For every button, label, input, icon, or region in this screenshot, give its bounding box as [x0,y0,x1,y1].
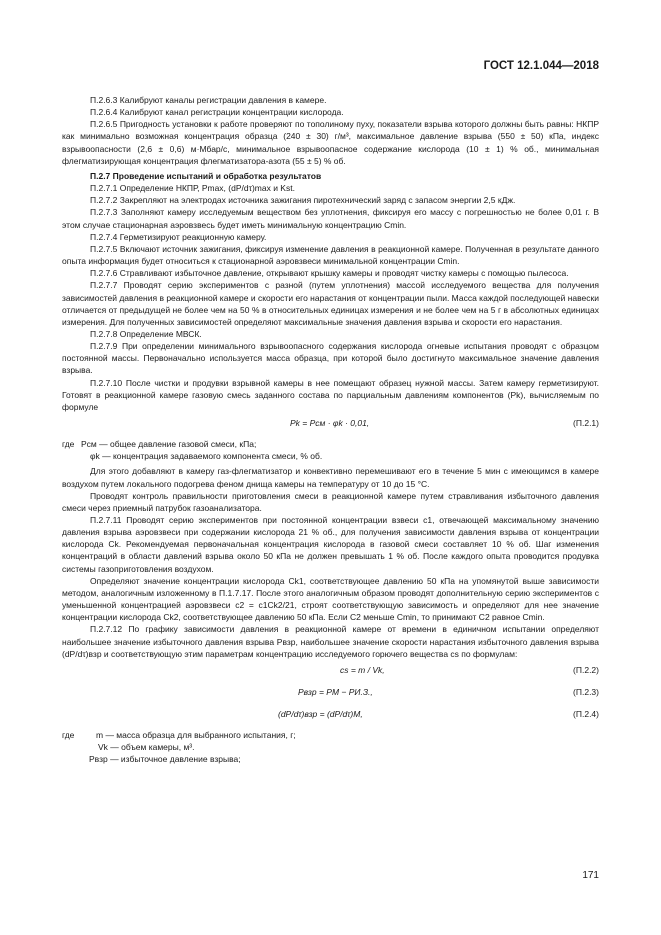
equation-number: (П.2.2) [573,664,599,675]
definition-row [62,438,599,450]
definitions-list [62,729,599,765]
definition-row [62,753,599,765]
equation-formula: (dP/dτ)взр = (dP/dτ)M, [278,708,363,719]
page-number: 171 [582,870,599,881]
paragraph: П.2.7.1 Определение НКПР, Pmax, (dP/dτ)max и Kst. [90,183,295,194]
equation-p2-2 [62,660,599,682]
definition: m — масса образца для выбранного испытания, г; [96,729,296,740]
paragraph: Определяют значение концентрации кислорода Ck1, соответствующее давлению 50 кПа на упомянутой выше зависимости методом, аналогичным изложенному в П.1.7.17. После этого аналогичным образом проводят дополнительную серию экспериментов с уменьшенной концентрацией аэровзвеси c2 = c1Ck2/21, строят соответствующую зависимость и определяют для нее значение концентрации кислорода Ck2, соответствующее давлению 50 кПа. Если C2 меньше Cmin, то принимают C2 равное Cmin. [62,575,599,623]
paragraph: П.2.7.7 Проводят серию экспериментов с разной (путем уплотнения) массой исследуемого вещества для получения зависимостей давления в реакционной камере и скорости его нарастания от концентрации пыли. Масса каждой последующей навески отличается от предыдущей не более чем на 50 % в относительных единицах измерения и не более чем на 5 г в абсолютных единицах измерения. Для полученных зависимостей определяют максимальные значения давления взрыва и скорости его нарастания. [62,280,599,327]
paragraph: П.2.6.4 Калибруют канал регистрации концентрации кислорода. [90,107,344,118]
definition: Vk — объем камеры, м³. [98,741,195,752]
definition-row [62,741,599,753]
paragraph: П.2.7.12 По графику зависимости давления в реакционной камере от времени в единичном испытании определяют наибольшее значение избыточного давления взрыва Pвзр, наибольшее значение скорости нарастания избыточного давления взрыва (dP/dτ)взр и соответствующую этим параметрам концентрацию исследуемого горючего вещества cs по формулам: [62,624,599,659]
document-code: ГОСТ 12.1.044—2018 [483,60,599,72]
where-label: где [62,729,75,740]
document-body [62,94,599,768]
equation-p2-3 [62,682,599,704]
paragraph: Проводят контроль правильности приготовления смеси в реакционной камере путем стравливания избыточного давления смеси через приемный патрубок газоанализатора. [62,490,599,513]
paragraph: П.2.7.10 После чистки и продувки взрывной камеры в нее помещают образец нужной массы. Затем камеру герметизируют. Готовят в реакционной камере газовую смесь заданного состава по парциальным давлениям компонентов (Pk), вычисляемым по формуле [62,377,599,412]
definition: Pвзр — избыточное давление взрыва; [89,754,241,765]
equation-p2-4 [62,704,599,726]
definition-row [62,450,599,462]
equation-formula: cs = m / Vk, [340,664,385,675]
paragraph: П.2.7.8 Определение МВСК. [90,328,202,339]
equation-number: (П.2.4) [573,708,599,719]
paragraph: П.2.6.5 Пригодность установки к работе проверяют по тополиному пуху, показатели взрыва которого должны быть равны: НКПР как минимально возможная концентрация образца (240 ± 30) г/м³, максимальное давление взрыва (550 ± 50) кПа, индекс взрывоопасности (2,6 ± 0,6) м·Мбар/с, минимальное взрывоопасное содержание кислорода (10 ± 1) % об., минимальная флегматизирующая концентрация флегматизатора-азота (55 ± 5) % об. [62,119,599,166]
paragraph: П.2.7.2 Закрепляют на электродах источника зажигания пиротехнический заряд с запасом энергии 2,5 кДж. [90,195,516,206]
equation-number: (П.2.3) [573,686,599,697]
equation-p2-1 [62,413,599,435]
paragraph: П.2.7.9 При определении минимального взрывоопасного содержания кислорода огневые испытания проводят с образцом постоянной массы. Первоначально используется масса образца, при которой было достигнуто максимальное значение давления взрыва. [62,341,599,376]
equation-number: (П.2.1) [573,418,599,429]
paragraph: Для этого добавляют в камеру газ-флегматизатор и конвективно перемешивают его в течение 5 мин с имеющимся в камере воздухом путем локального подогрева феном днища камеры на температуру от 10 до 15 °С. [62,466,599,489]
definition-row [62,729,599,741]
paragraph: П.2.6.3 Калибруют каналы регистрации давления в камере. [90,95,327,105]
equation-formula: Pвзр = PM − PИ.З., [298,686,373,697]
section-title: П.2.7 Проведение испытаний и обработка результатов [90,170,322,181]
paragraph: П.2.7.11 Проводят серию экспериментов при постоянной концентрации взвеси c1, отвечающей максимальному значению давления взрыва аэровзвеси при содержании кислорода 21 % об., для получения зависимости давления взрыва от концентрации кислорода Ck. Рекомендуемая первоначальная концентрация кислорода в газовой смеси составляет 10 % об. Шаг изменения концентраций в области давлений взрыва около 50 кПа не должен превышать 1 % об. После каждого опыта проводится продувка системы газоприготовления воздухом. [62,514,599,574]
paragraph: П.2.7.6 Стравливают избыточное давление, открывают крышку камеры и проводят чистку камеры с помощью пылесоса. [90,268,569,279]
definition: Pсм — общее давление газовой смеси, кПа; [81,439,257,450]
paragraph: П.2.7.3 Заполняют камеру исследуемым веществом без уплотнения, фиксируя его массу с погрешностью не более 0,01 г. В этом случае стационарная аэровзвесь будет иметь минимальную концентрацию Cmin. [62,207,599,230]
definition: φk — концентрация задаваемого компонента смеси, % об. [90,451,323,462]
definitions-list [62,438,599,462]
paragraph: П.2.7.5 Включают источник зажигания, фиксируя изменение давления в реакционной камере. Полученная в результате данного опыта информация будет относиться к стационарной аэровзвеси минимальной концентрации Cmin. [62,243,599,267]
paragraph: П.2.7.4 Герметизируют реакционную камеру. [90,231,267,242]
where-label: где [62,439,75,450]
equation-formula: Pk = Pсм · φk · 0,01, [290,418,370,429]
